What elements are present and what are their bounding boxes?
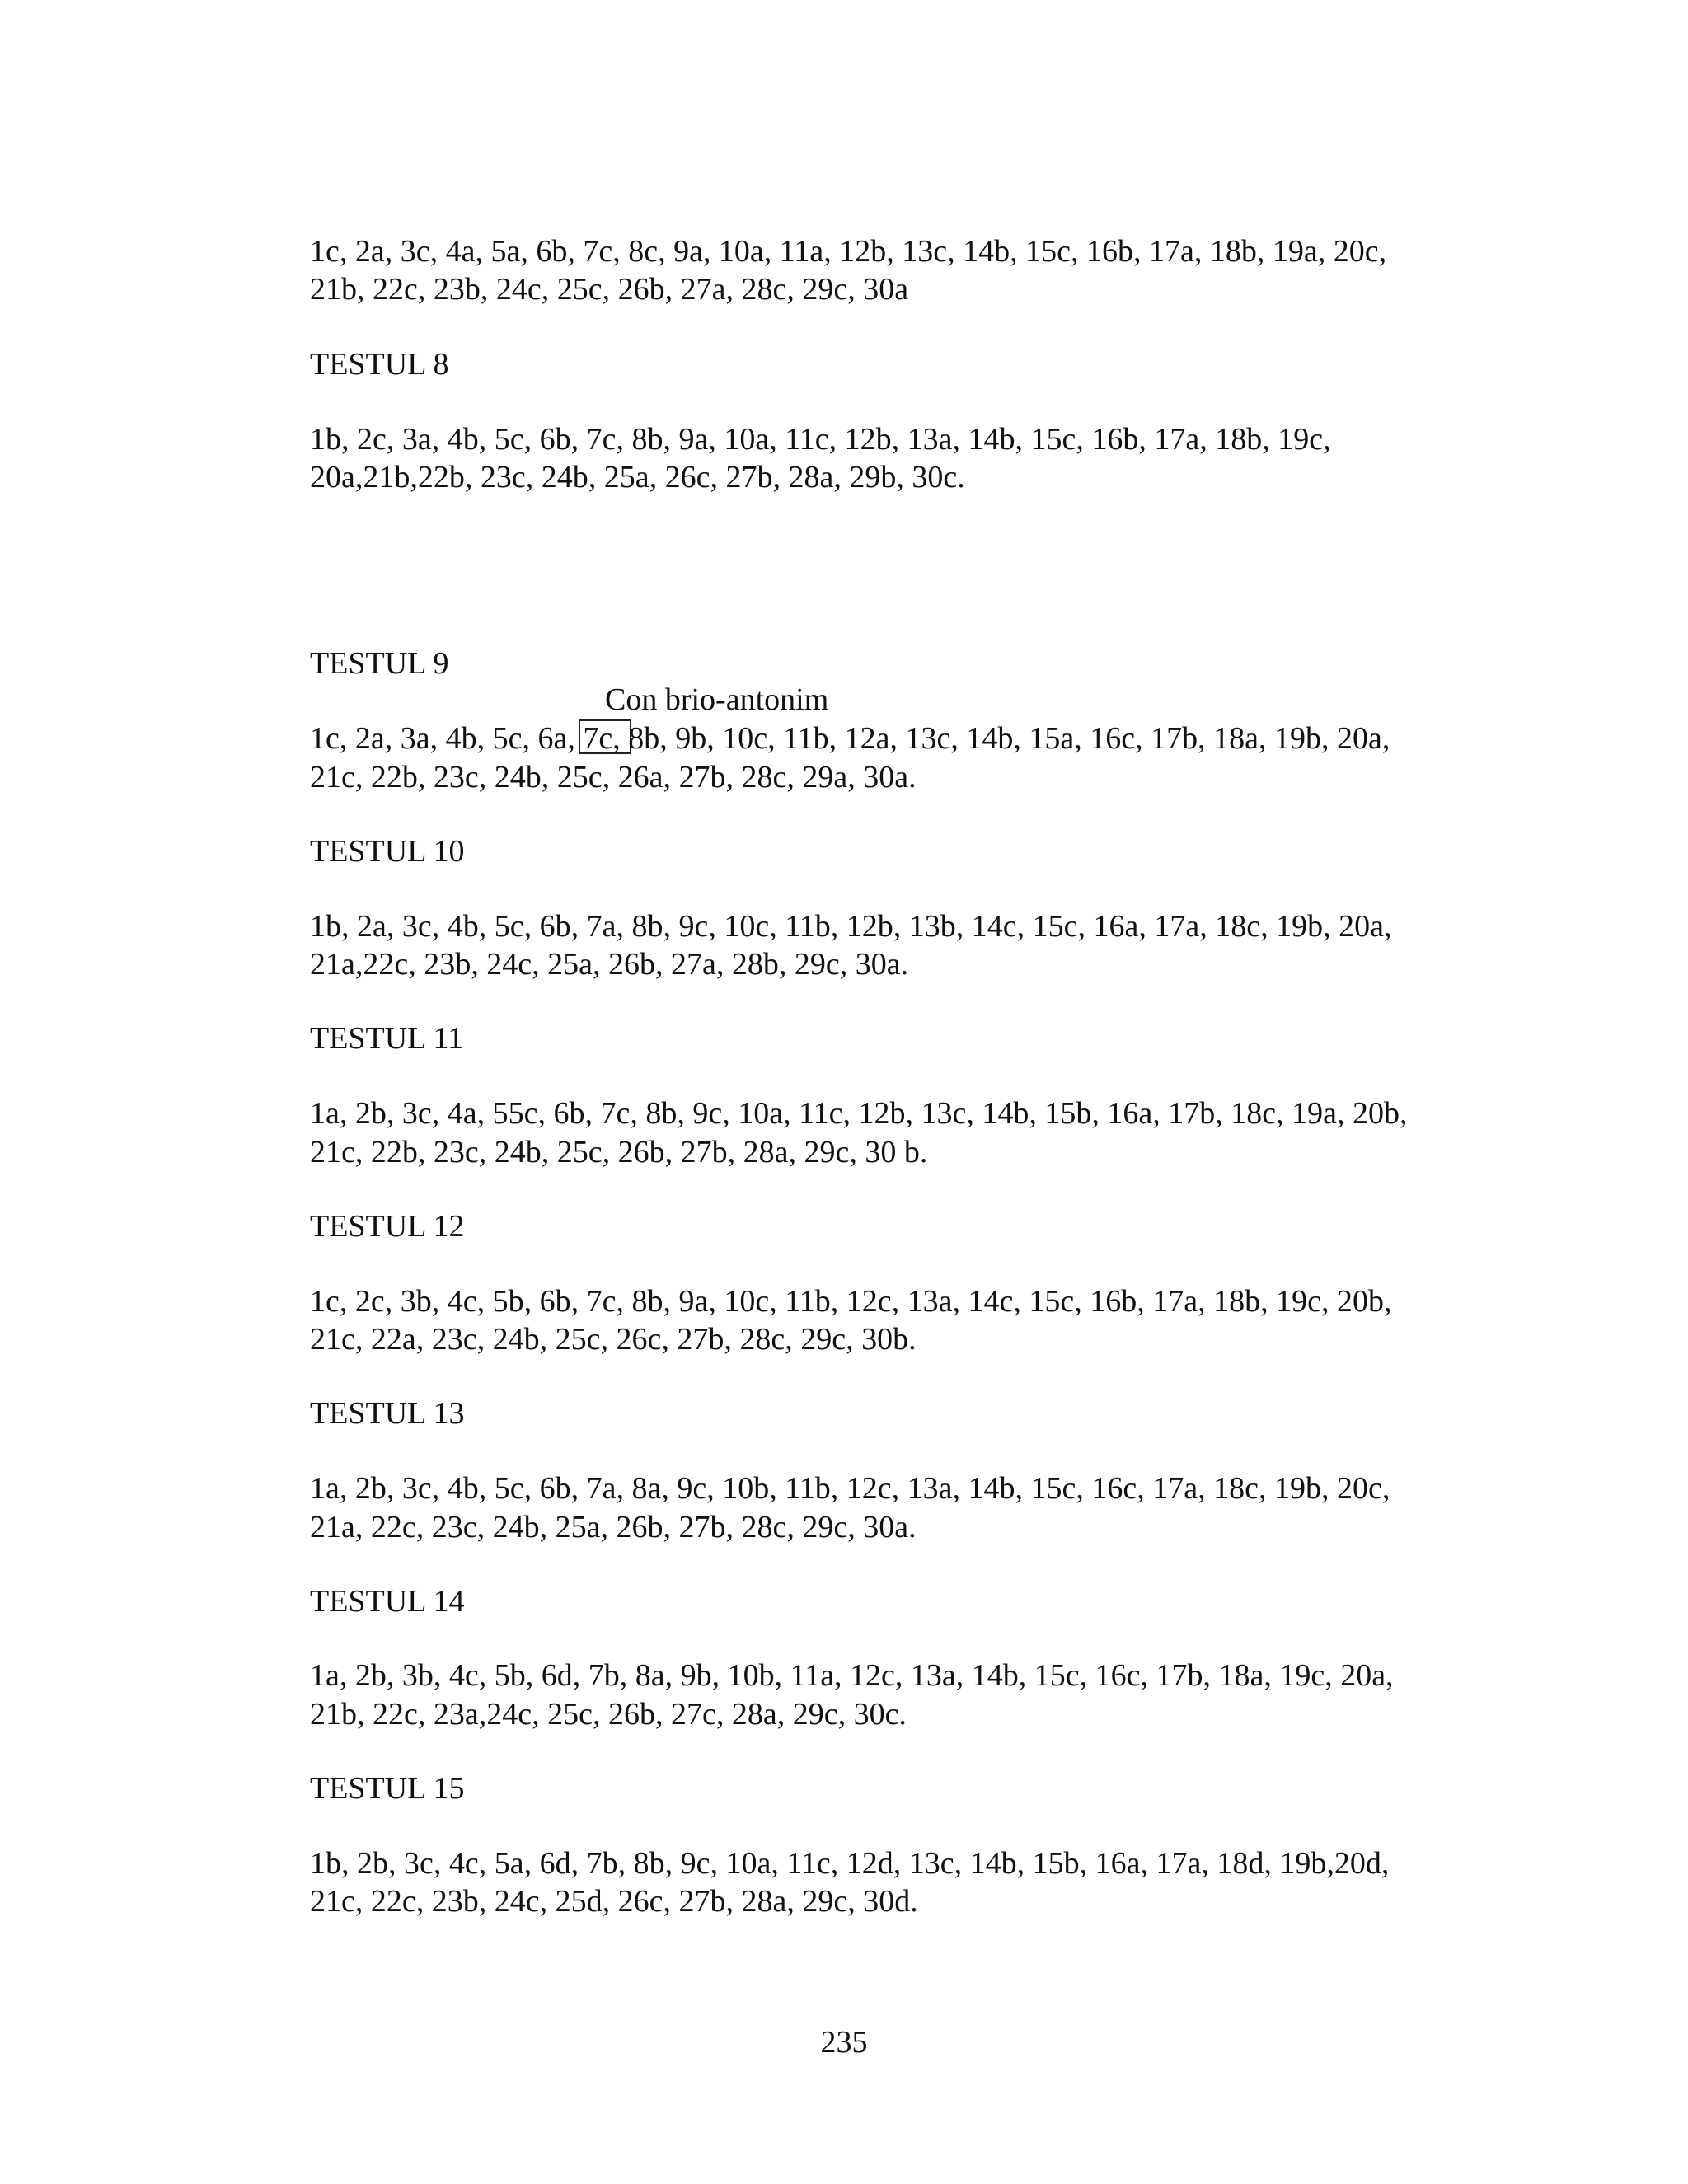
- answer-line: 1b, 2b, 3c, 4c, 5a, 6d, 7b, 8b, 9c, 10a, 11c, 12d, 13c, 14b, 15b, 16a, 17a, 18d, 19b,20d,: [310, 1846, 1390, 1881]
- answer-line: 1c, 2c, 3b, 4c, 5b, 6b, 7c, 8b, 9a, 10c, 11b, 12c, 13a, 14c, 15c, 16b, 17a, 18b, 19c, 20b,: [310, 1284, 1392, 1319]
- answer-line: 1a, 2b, 3c, 4a, 55c, 6b, 7c, 8b, 9c, 10a, 11c, 12b, 13c, 14b, 15b, 16a, 17b, 18c, 19a, 20b,: [310, 1096, 1408, 1131]
- answer-line: 21b, 22c, 23b, 24c, 25c, 26b, 27a, 28c, 29c, 30a: [310, 272, 909, 307]
- answer-line: 21b, 22c, 23a,24c, 25c, 26b, 27c, 28a, 29c, 30c.: [310, 1697, 907, 1732]
- test-heading: TESTUL 15: [310, 1771, 465, 1806]
- handwritten-annotation: Con brio-antonim: [605, 682, 829, 717]
- answer-line: 21c, 22c, 23b, 24c, 25d, 26c, 27b, 28a, 29c, 30d.: [310, 1884, 918, 1919]
- answer-line: 1c, 2a, 3c, 4a, 5a, 6b, 7c, 8c, 9a, 10a, 11a, 12b, 13c, 14b, 15c, 16b, 17a, 18b, 19a, 20c,: [310, 234, 1387, 269]
- test-heading: TESTUL 13: [310, 1396, 465, 1431]
- answer-line: 1a, 2b, 3c, 4b, 5c, 6b, 7a, 8a, 9c, 10b, 11b, 12c, 13a, 14b, 15c, 16c, 17a, 18c, 19b, 20c,: [310, 1471, 1390, 1506]
- answer-line: 21a, 22c, 23c, 24b, 25a, 26b, 27b, 28c, 29c, 30a.: [310, 1510, 917, 1544]
- test-heading: TESTUL 10: [310, 834, 465, 869]
- answer-line: 21c, 22b, 23c, 24b, 25c, 26a, 27b, 28c, 29a, 30a.: [310, 760, 917, 794]
- answer-line: 21c, 22a, 23c, 24b, 25c, 26c, 27b, 28c, 29c, 30b.: [310, 1322, 917, 1357]
- answer-line: 21a,22c, 23b, 24c, 25a, 26b, 27a, 28b, 29c, 30a.: [310, 947, 909, 982]
- page-number: 235: [820, 2025, 868, 2060]
- test-heading: TESTUL 9: [310, 646, 449, 681]
- test-heading: TESTUL 11: [310, 1021, 464, 1056]
- test-heading: TESTUL 12: [310, 1209, 465, 1244]
- answer-line: 1c, 2a, 3a, 4b, 5c, 6a, 7c, 8b, 9b, 10c, 11b, 12a, 13c, 14b, 15a, 16c, 17b, 18a, 19b, 20a,: [310, 721, 1390, 756]
- answer-line: 1b, 2a, 3c, 4b, 5c, 6b, 7a, 8b, 9c, 10c, 11b, 12b, 13b, 14c, 15c, 16a, 17a, 18c, 19b, 20a,: [310, 909, 1392, 944]
- answer-line: 21c, 22b, 23c, 24b, 25c, 26b, 27b, 28a, 29c, 30 b.: [310, 1135, 928, 1169]
- answer-line: 1b, 2c, 3a, 4b, 5c, 6b, 7c, 8b, 9a, 10a, 11c, 12b, 13a, 14b, 15c, 16b, 17a, 18b, 19c,: [310, 422, 1331, 457]
- answer-line: 1a, 2b, 3b, 4c, 5b, 6d, 7b, 8a, 9b, 10b, 11a, 12c, 13a, 14b, 15c, 16c, 17b, 18a, 19c, 20a,: [310, 1658, 1394, 1693]
- test-heading: TESTUL 14: [310, 1584, 465, 1619]
- answer-line: 20a,21b,22b, 23c, 24b, 25a, 26c, 27b, 28a, 29b, 30c.: [310, 460, 965, 494]
- test-heading: TESTUL 8: [310, 347, 449, 382]
